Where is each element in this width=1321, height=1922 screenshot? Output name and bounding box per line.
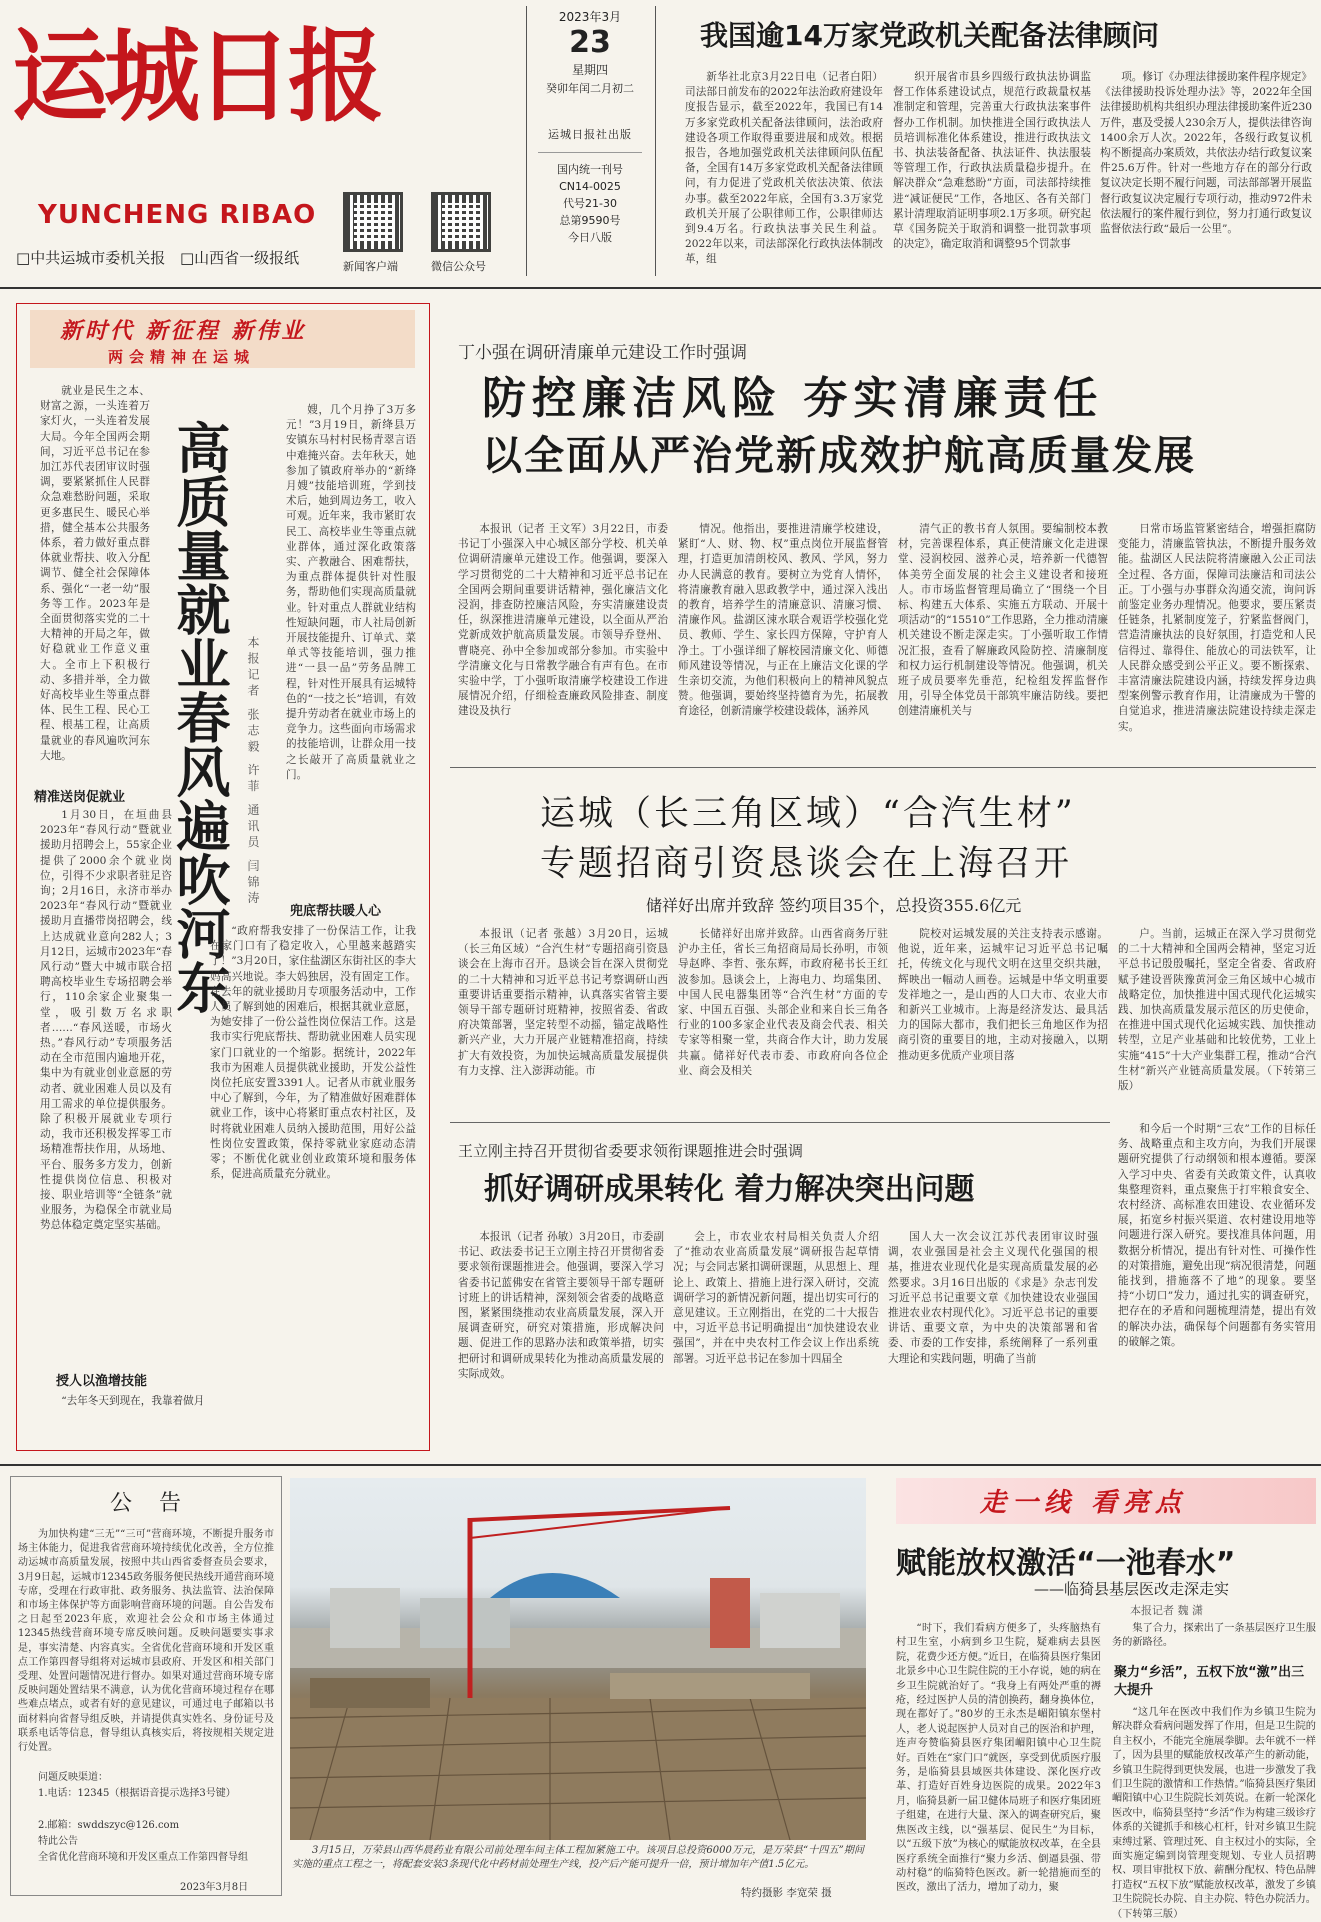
- masthead-pinyin: YUNCHENG RIBAO: [38, 200, 317, 230]
- checkbox-icon: □: [179, 249, 195, 267]
- story5-col1: “时下，我们看病方便多了，头疼脑热有村卫生室，小病到乡卫生院，疑难病去县医院，花费少还方便。”近日，在临猗县医疗集团北景乡中心卫生院住院的王小存说，她的病在乡卫生院就治好了。“我身上有两处严重的褥疮，经过医护人员的清创换药，翻身换体位，现在都好了。”80岁的王永杰是嵋阳镇东堡村人，老人说起医护人员对自己的医治和护理，连声夸赞临猗县医疗集团嵋阳镇中心卫生院好。百姓在“家门口”就医，享受到优质医疗服务，是临猗县县域医共体建设、深化医疗改革、打造好百姓身边医院的成果。2022年3月，临猗县新一届卫健体局班子和医疗集团班子组建，在进行大量、深入的调查研究后，聚焦医改主线，以“强基层、促民生”为目标，以“五级下放”为核心的赋能放权改革，在全县医疗系统全面推行“聚力乡活、倒逼县强、带动村稳”的临猗特色医改。新一轮措施而至的医改，激出了活力，增加了动力，聚: [896, 1623, 1101, 1894]
- lead-col2: 织开展省市县乡四级行政执法协调监督工作体系建设试点，规范行政裁量权基准制定和管理，完善重大行政执法案事件督办工作机制。加快推进全国行政执法人员培训标准化体系建设，推进行政执法文书、执法装备配备、执法证件、执法服装等管理工作，行政执法质量稳步提升。在解决群众“急难愁盼”方面，司法部持续推进“减证便民”工作，各地区、各有关部门累计清理取消证明事项2.1万多项。研究起草《国务院关于取消和调整一批罚款事项的决定》，确定取消和调整95个罚款事: [893, 71, 1091, 251]
- qr-label-app: 新闻客户端: [343, 260, 398, 273]
- feature-sub3: 兜底帮扶暖人心: [290, 904, 382, 919]
- page-count: 今日八版: [568, 231, 612, 244]
- masthead-title: 运城日报: [12, 17, 380, 136]
- story4-col1: 本报讯（记者 孙敏）3月20日，市委副书记、政法委书记王立刚主持召开贯彻省委要求领衔课题推进会。他强调，要深入学习省委书记蓝佛安在省管主要领导干部专题研讨班上的讲话精神，深刻领会省委的战略意图，紧紧围绕推动农业高质量发展，深入开展调查研究，研究对策措施，形成解决问题、促进工作的思路办法和政策举措，切实把研讨和调研成果转化为推动高质量发展的实际成效。: [458, 1231, 664, 1380]
- feature-kicker2: 两会精神在运城: [108, 348, 256, 366]
- story3-headline2: 专题招商引资恳谈会在上海召开: [540, 844, 1073, 884]
- story5-col2b: “这几年在医改中我们作为乡镇卫生院为解决群众看病问题发挥了作用，但是卫生院的自主权小，不能完全施展拳脚。去年就不一样了，因为县里的赋能放权改革产生的新动能，乡镇卫生院得到更快发展，也进一步激发了我们卫生院的激情和工作热情。”临猗县医疗集团嵋阳镇中心卫生院院长刘英说。在新一轮深化医改中，临猗县坚持“乡活”作为构建三级诊疗体系的关键抓手和核心杠杆，针对乡镇卫生院束缚过紧、管理过死、自主权过小的实际，全面实施定编到岗管理变规划、专业人员招聘权、项目审批权下放、薪酬分配权、特色品牌打造权“五权下放”赋能放权改革，激发了乡镇卫生院院长办院、自主办院、特色办院活力。（下转第三版）: [1112, 1707, 1316, 1920]
- feature-col1b: 1月30日，在垣曲县2023年“春风行动”暨就业援助月招聘会上，55家企业提供了2000余个就业岗位，引得不少求职者驻足咨询；2月16日，永济市举办2023年“春风行动”暨就业援助月直播带岗招聘会，线上达成就业意向282人；3月12日，运城市2023年“春风行动”暨大中城市联合招聘高校毕业生专场招聘会举行，110余家企业聚集一堂，吸引数万名求职者……“春风送暖，市场火热。”春风行动”专项服务活动在全市范围内遍地开花，集中为有就业创业意愿的劳动者、就业困难人员以及有用工需求的单位提供服务。除了积极开展就业专项行动，我市还积极发挥零工市场精准帮扶作用，从场地、平台、服务多方发力，创新性提供岗位信息、积极对接、职业培训等“全链条”就业服务，为稳保全市就业局势总体稳定奠定坚实基础。: [40, 809, 172, 1232]
- issn-cn: CN14-0025: [559, 180, 621, 193]
- notice-contact2: 2.邮箱：swddszyc@126.com: [38, 1820, 180, 1831]
- notice-title: 公 告: [110, 1491, 191, 1516]
- qr-label-wechat: 微信公众号: [431, 260, 486, 273]
- lead-col1: 新华社北京3月22日电（记者白阳）司法部日前发布的2022年法治政府建设年度报告显示，截至2022年，我国已有14万多家党政机关配备法律顾问，法治政府建设各项工作取得重要进展和成效。根据报告，各地加强党政机关法律顾问队伍配备，全国有14万多家党政机关配备法律顾问，有力促进了党政机关依法决策、依法办事。截至2022年底，全国有3.3万家党政机关开展了公职律师工作，公职律师达到9.4万名。行政执法事关民生利益。2022年以来，司法部深化行政执法体制改革，组: [685, 71, 883, 266]
- story5-byline: 本报记者 魏 潇: [1130, 1604, 1203, 1617]
- lead-headline: 我国逾14万家党政机关配备法律顾问: [700, 19, 1159, 52]
- issue-number: 总第9590号: [559, 214, 621, 227]
- story4-col3: 国人大一次会议江苏代表团审议时强调，农业强国是社会主义现代化强国的根基，推进农业现代化是实现高质量发展的必然要求。3月16日出版的《求是》杂志刊发习近平总书记重要文章《加快建设农业强国 推进农业农村现代化》。习近平总书记的重要讲话、重要文章，为中央的决策部署和省委、市委的工作安排，系统阐释了一系列重大理论和实践问题，明确了当前: [888, 1231, 1098, 1365]
- feature-sub1: 精准送岗促就业: [34, 790, 126, 805]
- issn-label: 国内统一刊号: [557, 163, 623, 176]
- notice-sign: 全省优化营商环境和开发区重点工作第四督导组: [38, 1852, 248, 1863]
- story5-subhead: ——临猗县基层医改走深走实: [1034, 1580, 1230, 1598]
- feature-col2: 嫂，几个月挣了3万多元！”3月19日，新绛县万安镇东马村村民杨青翠言语中难掩兴奋。去年秋天，她参加了镇政府举办的“新绛月嫂”技能培训班，学到技术后，她到周边务工，收入可观。近年来，我市紧盯农民工、高校毕业生等重点就业群体，通过深化政策落实、产教融合、困难帮扶，为重点群体提供针对性服务，帮助他们实现高质量就业。针对重点人群就业结构性短缺问题，市人社局创新开展技能提升、订单式、菜单式等技能培训，强力推进“一县一品”劳务品牌工程，针对性开展具有运城特色的“一技之长”培训，有效提升劳动者在就业市场上的竞争力。这些面向市场需求的技能培训，让群众用一技之长敲开了高质量就业之门。: [286, 404, 416, 781]
- story2-headline1: 防控廉洁风险 夯实清廉责任: [482, 373, 1104, 424]
- construction-photo: [290, 1478, 866, 1840]
- date-day: 23: [569, 25, 611, 60]
- story4-headline: 抓好调研成果转化 着力解决突出问题: [484, 1172, 975, 1207]
- story2-col3: 清气正的教书育人氛围。要编制校本教材，完善课程体系，真正使清廉文化走进课堂、浸润校园、滋养心灵，培养新一代德智体美劳全面发展的社会主义建设者和接班人。市市场监督管理局确立了“围绕一个目标、构建五大体系、实施五方联动、开展十项活动”的“15510”工作思路，全力推动清廉机关建设不断走深走实。丁小强听取工作情况汇报，查看了解廉政风险防控、清廉制度和权力运行机制建设等情况。他强调，机关班子成员要率先垂范，纪检组发挥监督作用，引导全体党员干部筑牢廉洁防线。要把创建清廉机关与: [898, 523, 1108, 718]
- postal-code: 代号21-30: [563, 197, 617, 210]
- story3-subhead: 储祥好出席并致辞 签约项目35个，总投资355.6亿元: [646, 896, 1022, 915]
- lead-col3: 项。修订《办理法律援助案件程序规定》《法律援助投诉处理办法》等，2022年全国法律援助机构共组织办理法律援助案件近230万件，惠及受援人230余万人，提供法律咨询1400余万人次。2022年，各级行政复议机构不断提高办案质效，共依法办结行政复议案件25.6万件。针对一些地方存在的部分行政复议决定长期不履行问题，司法部部署开展监督行政复议决定履行专项行动，推动972件未依法履行的案件履行到位，努力打通行政复议监督依法行政“最后一公里”。: [1100, 71, 1312, 236]
- feature-col2b: “政府帮我安排了一份保洁工作，让我在家门口有了稳定收入，心里越来越踏实了！”3月20日，家住盐湖区东街社区的李大妈高兴地说。李大妈独居，没有固定工作。在去年的就业援助月专项服务活动中，工作人员了解到她的困难后，根据其就业意愿，为她安排了一份公益性岗位保洁工作。这是我市实行兜底帮扶、帮助就业困难人员实现家门口就业的一个缩影。据统计，2022年我市为困难人员提供就业援助，开发公益性岗位托底安置3391人。记者从市就业服务中心了解到，今年，为了精准做好困难群体就业工作，该中心将紧盯重点农村社区，及时将就业困难人员纳入援助范围，用好公益性岗位安置政策，保持零就业家庭动态清零；不断优化就业创业政策环境和服务体系，促进高质量充分就业。: [210, 925, 416, 1181]
- story4-col4: 和今后一个时期“三农”工作的目标任务、战略重点和主攻方向，为我们开展课题研究提供了行动纲领和根本遵循。要深入学习中央、省委有关政策文件，认真收集整理资料，重点聚焦于打牢粮食安全、农村经济、高标准农田建设、农业循环发展，拓宽乡村振兴渠道、农村建设用地等问题进行深入研究。要找准具体问题，用数据分析情况，提出有针对性、可操作性的对策措施，避免出现“病况很清楚，问题能找到，措施落不了地”的现象。要坚持“小切口”发力，通过扎实的调查研究，把存在的矛盾和问题梳理清楚，提出有效的解决办法，确保每个问题都有务实管用的破解之策。: [1118, 1123, 1316, 1348]
- story5-sub1: 聚力“乡活”，五权下放“激”出三大提升: [1114, 1665, 1305, 1698]
- story5-headline: 赋能放权激活“一池春水”: [896, 1546, 1236, 1581]
- feature-kicker1: 新时代 新征程 新伟业: [60, 318, 307, 344]
- date-block: [530, 8, 650, 246]
- masthead-org2: 山西省一级报纸: [194, 249, 300, 267]
- date-lunar: 癸卯年闰二月初二: [546, 82, 634, 95]
- feature-sub2: 授人以渔增技能: [56, 1374, 148, 1389]
- story2-col4: 日常市场监管紧密结合，增强拒腐防变能力，清廉监管执法，不断提升服务效能。盐湖区人民法院将清廉融入公正司法全过程、各方面，保障司法廉洁和司法公正。丁小强与办事群众沟通交流，询问诉前鉴定业务办理情况。他要求，要压紧责任链条，扎紧制度笼子，狞紧监督阀门，营造清廉执法的良好氛围，打造党和人民信得过、靠得住、能放心的司法铁军，让人民群众感受到公平正义。要不断探索、丰富清廉法院建设内涵，持续发挥身边典型案例警示教育作用，让清廉成为干警的自觉追求，推进清廉法院建设持续走深走实。: [1118, 523, 1316, 733]
- checkbox-icon: □: [16, 249, 31, 267]
- story3-col2: 长储祥好出席并致辞。山西省商务厅驻沪办主任，省长三角招商局局长孙明，市领导赵晔、李哲、张东辉，市政府秘书长王红波参加。恳谈会上，上海电力、均瑶集团、中国人民电器集团等“合汽生材”方面的专家、中国五百强、头部企业和来自长三角各行业的100多家企业代表及商会代表、相关专家等相聚一堂，共商合作大计，助力发展共赢。储祥好代表市委、市政府向各位企业、商会及相关: [678, 928, 888, 1077]
- feature-headline: 高质量就业春风遍吹河东: [168, 420, 231, 1014]
- story4-kicker: 王立刚主持召开贯彻省委要求领衔课题推进会时强调: [458, 1142, 804, 1160]
- date-year-month: 2023年3月: [558, 10, 622, 24]
- notice-body: 为加快构建“三无”“三可”营商环境，不断提升服务市场主体能力，促进我省营商环境持续优化改善，全方位推动运城市高质量发展，按照中共山西省委督查员会要求，3月9日起，运城市12345政务服务便民热线开通营商环境专席，受理在行政审批、政务服务、执法监管、法治保障和市场主体保护等方面影响营商环境的问题。自公告发布之日起至2023年底，欢迎社会公众和市场主体通过12345热线营商环境专席反映问题。反映问题要实事求是，事实清楚、内容真实。全省优化营商环境和开发区重点工作第四督导组将对运城市县政府、开发区和相关部门受理、处置问题情况进行督办。如果对通过营商环境专席反映问题处置结果不满意，认为优化营商环境过程存在哪些难点堵点，或者有好的意见建议，可通过电子邮箱以书面材料向省督导组反映，并请提供真实姓名、身份证号及联系电话等信息，督导组认真核实后，将按规相关规定进行处置。: [18, 1529, 274, 1754]
- story3-headline1: 运城（长三角区域）“合汽生材”: [540, 794, 1076, 834]
- story5-col2a: 集了合力，探索出了一条基层医疗卫生服务的新路径。: [1112, 1623, 1316, 1649]
- story3-col1: 本报讯（记者 张越）3月20日，运城（长三角区域）“合汽生材”专题招商引资恳谈会在上海市召开。恳谈会旨在深入贯彻党的二十大精神和习近平总书记考察调研山西重要讲话重要指示精神，认真落实省管主要领导干部专题研讨班精神，按照省委、省政府决策部署，坚定转型不动摇，锚定战略性新兴产业，大力开展产业链精准招商，持续扩大有效投资，为加快运城高质量发展提供有力支撑、注入澎湃动能。市: [458, 928, 668, 1077]
- masthead-org1: 中共运城市委机关报: [30, 249, 166, 267]
- story2-col1: 本报讯（记者 王文军）3月22日，市委书记丁小强深入中心城区部分学校、机关单位调研清廉单元建设工作。他强调，要深入学习贯彻党的二十大精神和习近平总书记在全国两会期间重要讲话精神，强化廉洁文化浸润，排查防控廉洁风险，夯实清廉建设责任，纵深推进清廉单元建设，以全面从严治党新成效护航高质量发展。市领导乔登州、曹晓亮、孙中全参加或部分参加。市实验中学清廉文化与日常教学融合有声有色。在市实验中学，丁小强听取清廉学校建设工作进展情况介绍，仔细检查廉政风险排查、制度建设及执行: [458, 523, 668, 718]
- photo-scene: [290, 1478, 866, 1840]
- qr-code-wechat-icon: [431, 192, 491, 252]
- photo-credit: 特约摄影 李宽荣 摄: [741, 1887, 832, 1899]
- story2-col2: 情况。他指出，要推进清廉学校建设，紧盯“人、财、物、权”重点岗位开展监督管理，打造更加清朗校风、教风、学风，努力办人民满意的教育。要树立为党育人情怀，将清廉教育融入思政教学中，通过深入浅出的教育，培养学生的清廉意识、清廉习惯、清廉作风。盐湖区涑水联合观语学校强化党员、教师、学生、家长四方保障，守护育人净土。丁小强详细了解校园清廉文化、师德师风建设等情况，与正在上廉洁文化课的学生亲切交流，为他们积极向上的精神风貌点赞。他强调，要始终坚持德育为先，拓展教育途径，创新清廉学校建设载体，涵养风: [678, 523, 888, 718]
- story2-headline2: 以全面从严治党新成效护航高质量发展: [482, 432, 1196, 479]
- feature-byline: 本报记者 张志毅 许菲 通讯员 闫锦涛: [246, 636, 260, 908]
- story2-kicker: 丁小强在调研清廉单元建设工作时强调: [458, 343, 747, 363]
- publisher: 运城日报社出版: [548, 128, 632, 141]
- notice-date: 2023年3月8日: [180, 1882, 249, 1893]
- story3-col3: 院校对运城发展的关注支持表示感谢。他说，近年来，运城牢记习近平总书记嘱托，传统文化与现代文明在这里交织共融，辉映出一幅动人画卷。运城是中华文明重要发祥地之一，是山西的人口大市、农业大市和新兴工业城市。上海是经济发达、最具活力的国际大都市，我们把长三角地区作为招商引资的重要目的地，主动对接融入，以期推动更多优质产业项目落: [898, 928, 1108, 1062]
- feature-col1: 就业是民生之本、财富之源，一头连着万家灯火，一头连着发展大局。今年全国两会期间，习近平总书记在参加江苏代表团审议时强调，要紧紧抓住人民群众急难愁盼问题，采取更多惠民生、暖民心举措，健全基本公共服务体系，着力做好重点群体就业帮扶、收入分配调节、健全社会保障体系、强化“一老一幼”服务等工作。2023年是全面贯彻落实党的二十大精神的开局之年，做好稳就业工作意义重大。全市上下积极行动、多措并举，全力做好高校毕业生等重点群体、民生工程、民心工程、根基工程，让高质量就业的春风遍吹河东大地。: [40, 385, 150, 762]
- qr-code-app-icon: [343, 192, 403, 252]
- notice-note: 特此公告: [38, 1836, 78, 1847]
- notice-contact-title: 问题反映渠道：: [38, 1772, 108, 1783]
- notice-contact1: 1.电话：12345（根据语音提示选择3号键）: [38, 1788, 236, 1799]
- photo-caption: 3月15日，万荣县山西华晨药业有限公司前处理车间主体工程加紧施工中。该项目总投资6000万元，是万荣县“十四五”期间实施的重点工程之一，将配套安装3条现代化中药材前处理生产线，投产后产能可提升一倍，预计增加年产值1.5亿元。: [292, 1845, 864, 1870]
- story5-banner: 走一线 看亮点: [980, 1488, 1188, 1518]
- story4-col2: 会上，市农业农村局相关负责人介绍了“推动农业高质量发展”调研报告起草情况；与会同志紧扣调研课题，从思想上、理论上、政策上、措施上进行深入研讨，交流调研学习的新情况新问题，提出切实可行的意见建议。王立刚指出，在党的二十大报告中，习近平总书记明确提出“加快建设农业强国”，并在中央农村工作会议上作出系统部署。习近平总书记在参加十四届全: [673, 1231, 879, 1365]
- date-weekday: 星期四: [571, 63, 608, 77]
- story3-col4: 户。当前，运城正在深入学习贯彻党的二十大精神和全国两会精神，坚定习近平总书记殷殷嘱托，坚定全省委、省政府赋予建设晋陕豫黄河金三角区域中心城市战略定位，加快推进中国式现代化运城实践、加快高质量发展示范区的历史使命，在推进中国式现代化运城实践、加快推动转型，立足产业基础和比较优势，工业上实施“415”十大产业集群工程，推动“合汽生材”新兴产业链高质量发展。（下转第三版）: [1118, 928, 1316, 1093]
- feature-col1c: “去年冬天到现在，我靠着做月: [61, 1395, 205, 1407]
